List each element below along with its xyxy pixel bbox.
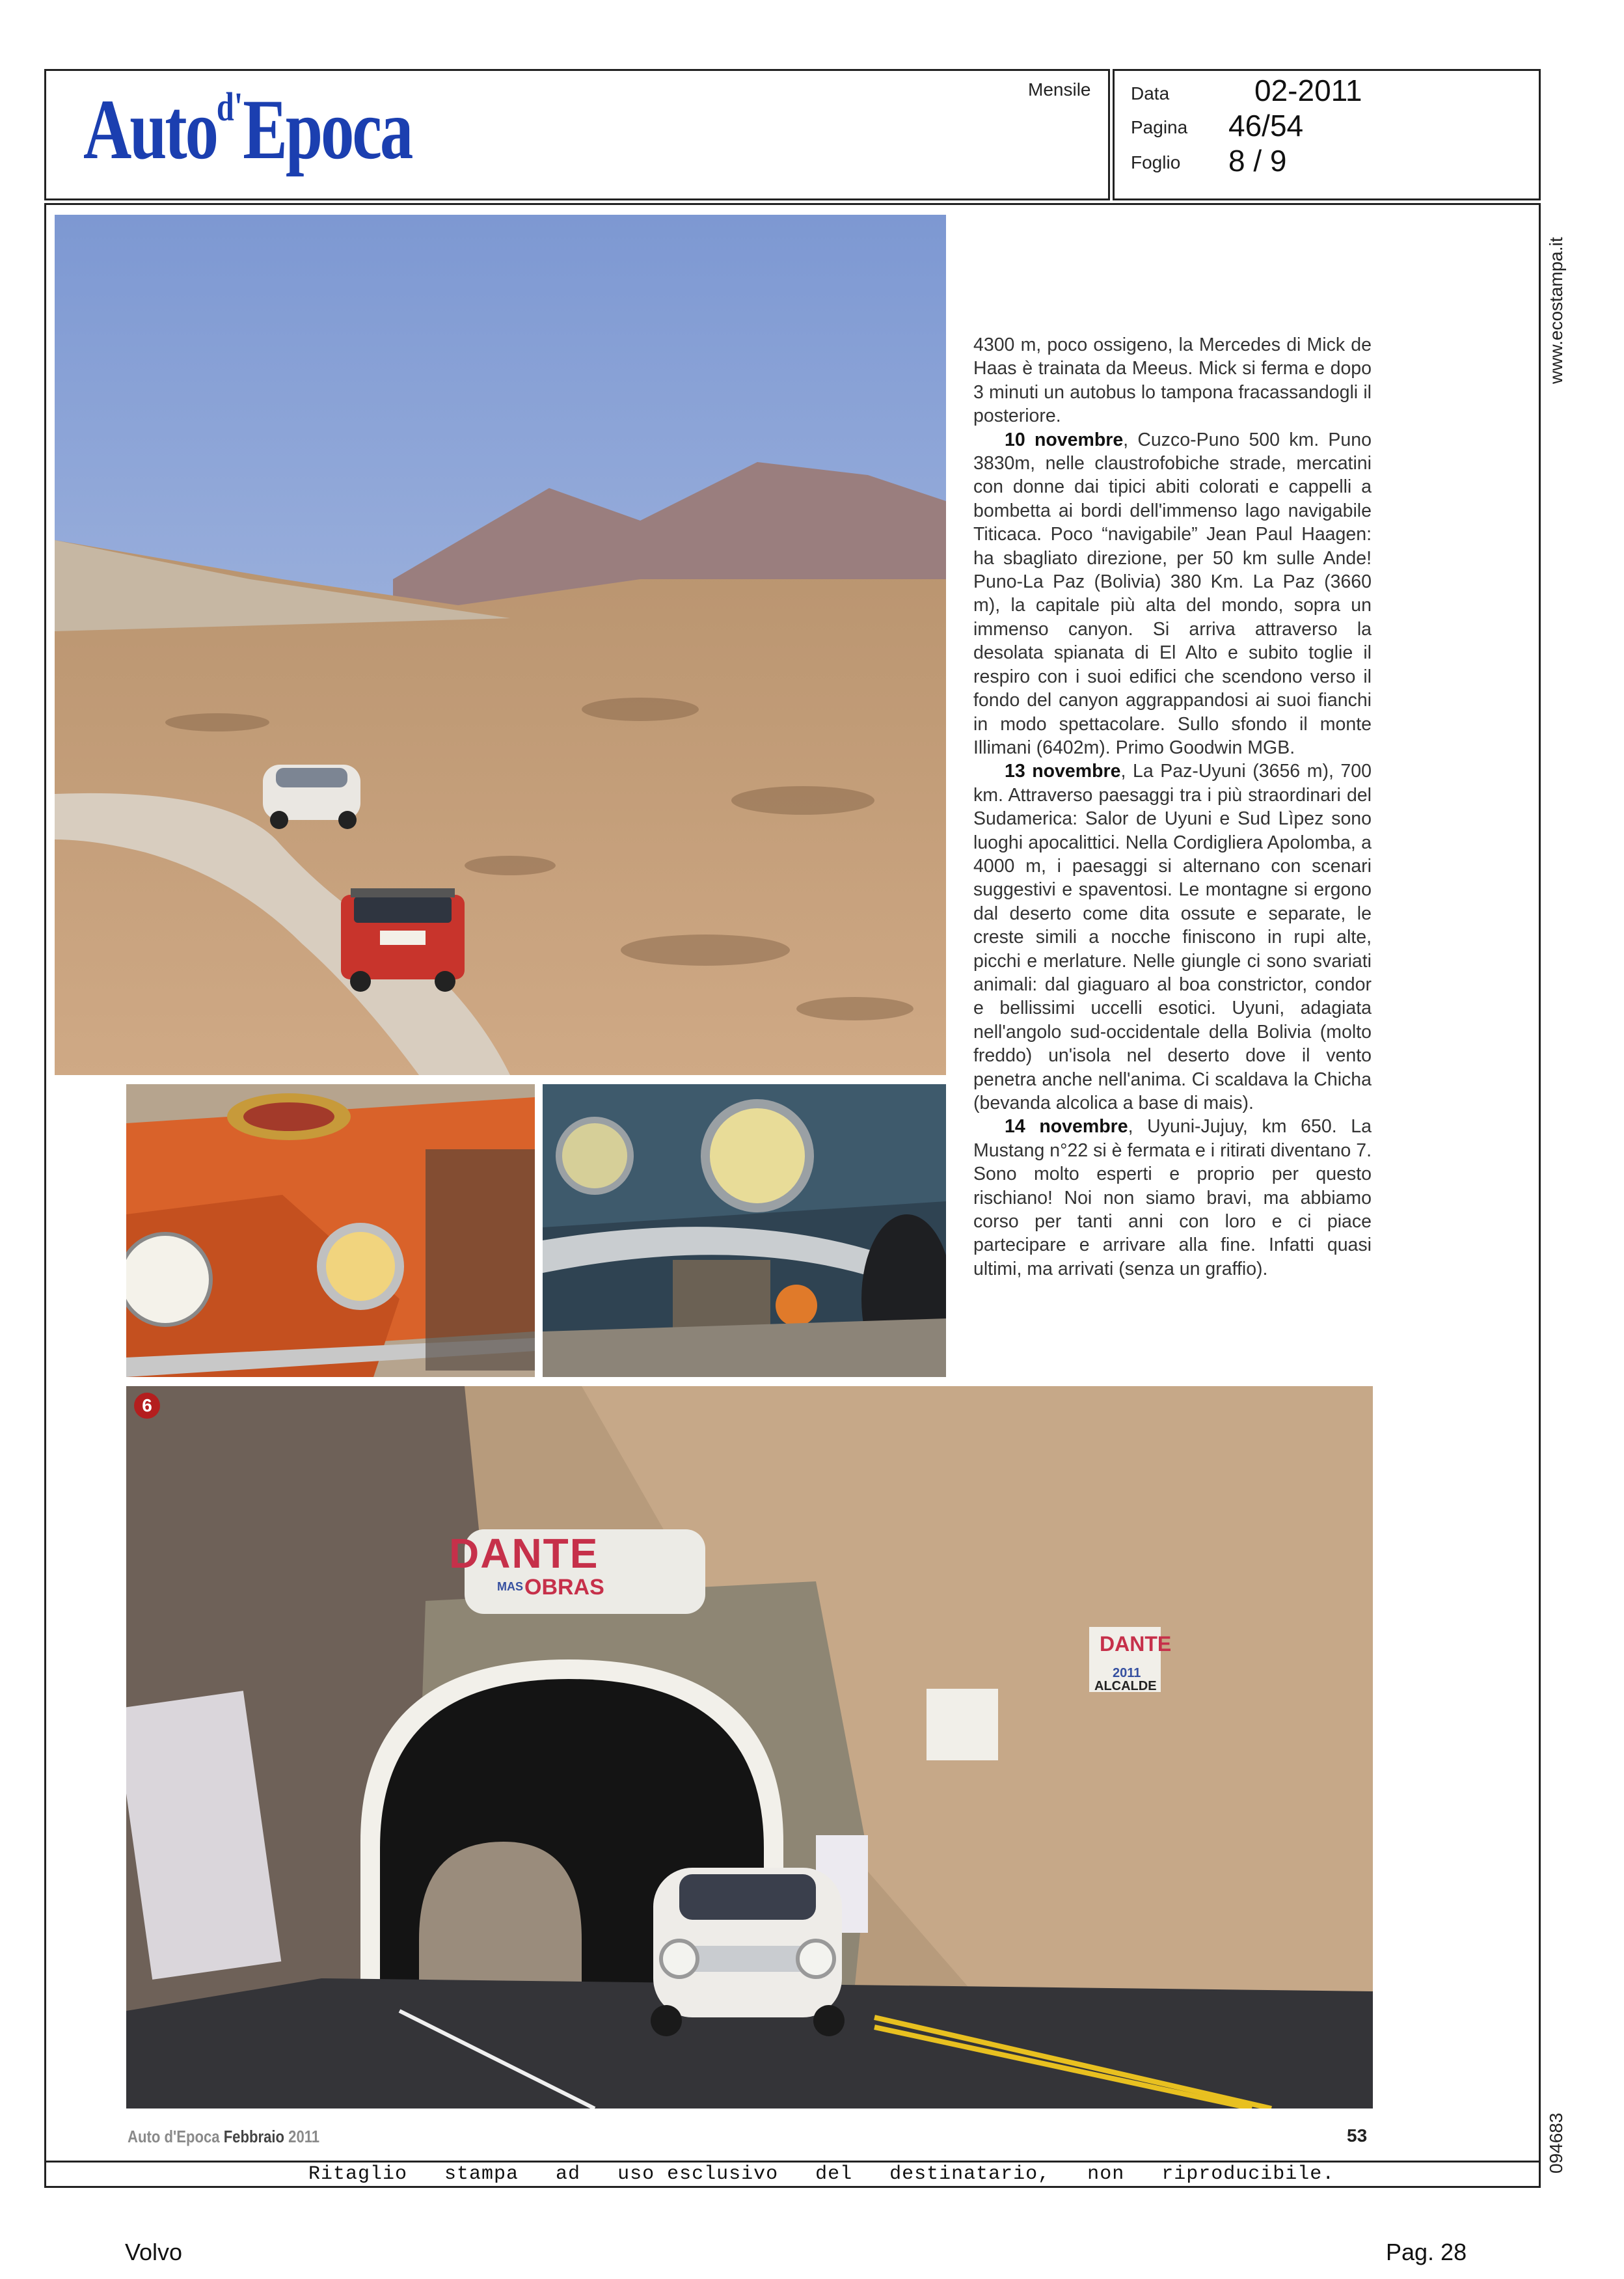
graffiti-right-2011: 2011 [1113, 1666, 1141, 1680]
blue-mustang-photo [543, 1084, 946, 1377]
paragraph-2: 10 novembre, Cuzco-Puno 500 km. Puno 3830m, nelle claustrofobiche strade, mercatini con donne dai tipici abiti colorati e cappelli a bombetta ai bordi dell'immenso lago navigabile Titicaca. Poco “navigabile” Jean Paul Haagen: ha sbagliato direzione, per 50 km sulle Ande! Puno-La Paz (Bolivia) 380 Km. La Paz (3660 m), la capitale più alta del mondo, sopra un immenso canyon. Si arriva attraverso la desolata spianata di El Alto e subito toglie il respiro con i suoi edifici che scendono verso il fondo del canyon aggrappandosi ai suoi fianchi in modo spettacolare. Sullo sfondo il monte Illimani (6402m). Primo Goodwin MGB. [973, 429, 1372, 758]
magazine-footer-left: Auto d'Epoca Febbraio 2011 [128, 2127, 320, 2146]
tunnel-photo [126, 1386, 1373, 2108]
magazine-page-number: 53 [1347, 2125, 1368, 2146]
graffiti-right-dante: DANTE [1100, 1632, 1172, 1656]
notice-divider [44, 2161, 1541, 2163]
website-vertical: www.ecostampa.it [1546, 237, 1566, 384]
article-text [973, 333, 1372, 1281]
photo-number-badge: 6 [134, 1393, 160, 1419]
magazine-logo: Auto$^{d'}$Epoca [83, 81, 412, 177]
red-mustang-photo [126, 1084, 535, 1377]
sheet-value: 8 / 9 [1228, 144, 1287, 178]
graffiti-right-alcalde: ALCALDE [1094, 1679, 1157, 1693]
page-label: Pagina [1131, 117, 1188, 137]
date-13-novembre: 13 novembre [1005, 761, 1121, 782]
date-14-novembre: 14 novembre [1005, 1116, 1128, 1138]
graffiti-dante: DANTE [449, 1530, 599, 1577]
code-vertical: 094683 [1546, 2112, 1566, 2174]
page-value: 46/54 [1228, 109, 1304, 143]
clipping-page-number: Pag. 28 [1386, 2239, 1467, 2265]
reproduction-notice: Ritaglio stampa ad uso esclusivo del destinatario, non riproducibile. [308, 2163, 1335, 2185]
date-10-novembre: 10 novembre [1005, 429, 1124, 450]
sheet-label: Foglio [1131, 152, 1181, 172]
paragraph-3: 13 novembre, La Paz-Uyuni (3656 m), 700 km. Attraverso paesaggi tra i più straordinari del Sudamerica: Salor de Uyuni e Sud Lìpez sono luoghi apocalittici. Nella Cordigliera Apolomba, a 4000 m, i paesaggi si alternano con scenari suggestivi e spaventosi. Le montagne si ergono dal deserto come dita ossute e separate, le creste simili a nocche finiscono in rupi alte, picchi e merlature. Nelle giungle ci sono svariati animali: dal giaguaro al boa constrictor, condor e bellissimi uccelli esotici. Uyuni, adagiata nell'angolo sud-occidentale della Bolivia (molto freddo) un'isola nel deserto dove il vento penetra anche nell'anima. Ci scaldava la Chicha (bevanda alcolica a base di mais). [973, 761, 1372, 1113]
periodicity-label: Mensile [1028, 79, 1091, 100]
graffiti-mas: MAS [497, 1580, 523, 1593]
graffiti-obras: OBRAS [524, 1575, 604, 1600]
client-name: Volvo [125, 2239, 183, 2265]
date-label: Data [1131, 83, 1170, 103]
desert-road-photo [55, 215, 946, 1075]
paragraph-4: 14 novembre, Uyuni-Jujuy, km 650. La Mustang n°22 si è fermata e i ritirati diventano 7. Sono molto esperti e proprio per questo rischiano! Noi non siamo bravi, ma abbiamo corso per tanti anni con loro e ci piace partecipare e arrivare alla fine. Infatti quasi ultimi, ma arrivati (senza un graffio). [973, 1116, 1372, 1279]
date-value: 02-2011 [1254, 74, 1362, 107]
paragraph-1: 4300 m, poco ossigeno, la Mercedes di Mick de Haas è trainata da Meeus. Mick si ferma e dopo 3 minuti un autobus lo tampona fracassandogli il posteriore. [973, 334, 1372, 427]
